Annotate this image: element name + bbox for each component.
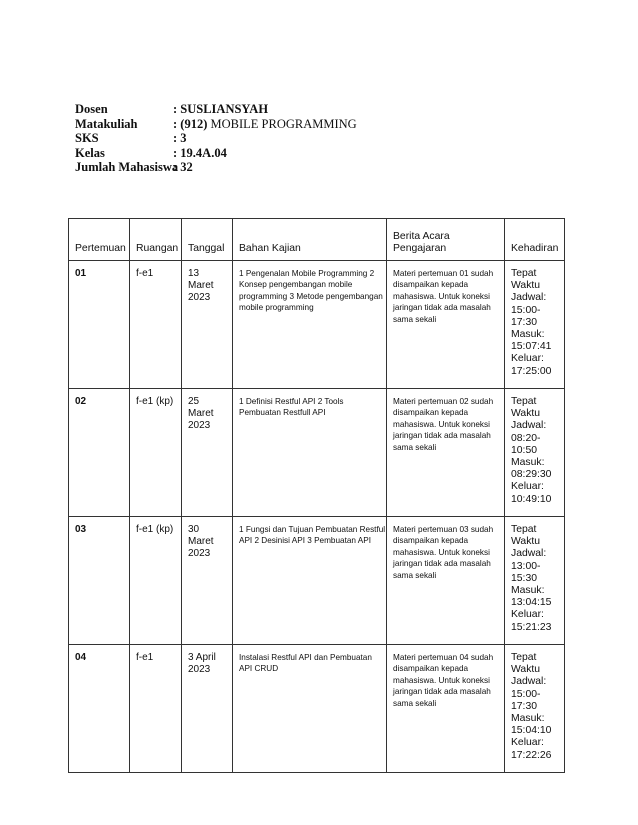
- info-value-main: : 19.4A.04: [173, 145, 227, 160]
- attendance-line: Jadwal:: [511, 420, 547, 432]
- info-value-main: : SUSLIANSYAH: [173, 102, 269, 116]
- cell-bahan-kajian: Instalasi Restful API dan Pembuatan API CRUD: [233, 645, 387, 773]
- cell-tanggal: [182, 389, 233, 517]
- info-value-main: : 3: [173, 131, 187, 146]
- info-value: [173, 102, 268, 117]
- header-pertemuan: Pertemuan: [69, 219, 130, 261]
- cell-berita-acara: Materi pertemuan 02 sudah disampaikan kepada mahasiswa. Untuk koneksi jaringan tidak ada masalah sama sekali: [387, 389, 505, 517]
- attendance-line: 10:50: [511, 444, 538, 456]
- cell-tanggal: [182, 645, 233, 773]
- attendance-line: Waktu: [511, 408, 541, 420]
- date-line: 3 April: [188, 652, 216, 663]
- header-tanggal: Tanggal: [182, 219, 233, 261]
- attendance-line: Waktu: [511, 536, 541, 548]
- attendance-line: 15:21:23: [511, 621, 552, 633]
- attendance-line: 10:49:10: [511, 493, 552, 505]
- info-label: Jumlah Mahasiswa: [75, 160, 179, 175]
- date-line: 13: [188, 268, 200, 279]
- info-row-matakuliah: [75, 117, 357, 132]
- attendance-line: Tepat: [511, 268, 537, 279]
- cell-pertemuan: 04: [69, 645, 130, 773]
- attendance-line: Jadwal:: [511, 548, 547, 560]
- cell-ruangan: f-e1: [130, 261, 182, 389]
- attendance-line: Waktu: [511, 664, 541, 676]
- attendance-line: 08:29:30: [511, 469, 552, 481]
- cell-pertemuan: 01: [69, 261, 130, 389]
- attendance-line: Keluar:: [511, 353, 544, 365]
- info-label: Dosen: [75, 102, 108, 116]
- cell-kehadiran: [505, 389, 565, 517]
- attendance-line: Masuk:: [511, 329, 545, 341]
- info-label: Matakuliah: [75, 116, 138, 131]
- cell-tanggal: [182, 261, 233, 389]
- info-value-rest: MOBILE PROGRAMMING: [207, 116, 357, 131]
- table-header-row: [69, 219, 565, 261]
- attendance-line: Masuk:: [511, 585, 545, 597]
- info-value: [173, 160, 193, 175]
- date-line: 2023: [188, 664, 211, 675]
- attendance-line: 08:20-: [511, 432, 541, 444]
- attendance-line: 17:25:00: [511, 365, 552, 377]
- attendance-line: 17:22:26: [511, 749, 552, 761]
- cell-pertemuan: 03: [69, 517, 130, 645]
- cell-berita-acara: Materi pertemuan 01 sudah disampaikan kepada mahasiswa. Untuk koneksi jaringan tidak ada masalah sama sekali: [387, 261, 505, 389]
- date-line: 2023: [188, 548, 211, 559]
- attendance-line: Waktu: [511, 280, 541, 292]
- attendance-line: 17:30: [511, 700, 538, 712]
- attendance-line: 15:00-: [511, 688, 541, 700]
- cell-bahan-kajian: 1 Pengenalan Mobile Programming 2 Konsep pengembangan mobile programming 3 Metode pengembangan mobile programming: [233, 261, 387, 389]
- date-line: 30: [188, 524, 200, 535]
- cell-kehadiran: [505, 261, 565, 389]
- cell-tanggal: [182, 517, 233, 645]
- table-row: [69, 517, 565, 645]
- info-value: [173, 131, 187, 146]
- date-line: 2023: [188, 420, 211, 431]
- attendance-line: Tepat: [511, 396, 537, 407]
- cell-berita-acara: Materi pertemuan 04 sudah disampaikan kepada mahasiswa. Untuk koneksi jaringan tidak ada masalah sama sekali: [387, 645, 505, 773]
- attendance-line: Tepat: [511, 652, 537, 663]
- header-berita-acara: Berita Acara Pengajaran: [387, 219, 505, 261]
- cell-ruangan: f-e1 (kp): [130, 389, 182, 517]
- date-line: Maret: [188, 536, 214, 547]
- cell-bahan-kajian: 1 Fungsi dan Tujuan Pembuatan Restful API 2 Desinisi API 3 Pembuatan API: [233, 517, 387, 645]
- attendance-line: Tepat: [511, 524, 537, 535]
- info-row-dosen: [75, 102, 357, 117]
- info-label: Kelas: [75, 145, 105, 160]
- info-label: SKS: [75, 131, 99, 146]
- date-line: Maret: [188, 280, 214, 291]
- table-row: [69, 389, 565, 517]
- header-kehadiran: Kehadiran: [505, 219, 565, 261]
- table-row: [69, 645, 565, 773]
- info-value-main: : (912): [173, 116, 208, 131]
- attendance-line: Masuk:: [511, 457, 545, 469]
- attendance-line: Keluar:: [511, 609, 544, 621]
- attendance-line: 15:07:41: [511, 341, 552, 353]
- info-value: [173, 117, 357, 132]
- header-bahan-kajian: Bahan Kajian: [233, 219, 387, 261]
- table-row: [69, 261, 565, 389]
- course-info: [75, 102, 357, 175]
- attendance-line: 13:04:15: [511, 597, 552, 609]
- info-row-jumlah-mahasiswa: [75, 160, 357, 175]
- cell-ruangan: f-e1: [130, 645, 182, 773]
- attendance-line: Keluar:: [511, 737, 544, 749]
- attendance-line: 15:30: [511, 572, 538, 584]
- cell-berita-acara: Materi pertemuan 03 sudah disampaikan kepada mahasiswa. Untuk koneksi jaringan tidak ada masalah sama sekali: [387, 517, 505, 645]
- cell-bahan-kajian: 1 Definisi Restful API 2 Tools Pembuatan Restfull API: [233, 389, 387, 517]
- cell-ruangan: f-e1 (kp): [130, 517, 182, 645]
- attendance-line: 17:30: [511, 316, 538, 328]
- date-line: Maret: [188, 408, 214, 419]
- date-line: 2023: [188, 292, 211, 303]
- attendance-line: 13:00-: [511, 560, 541, 572]
- info-row-sks: [75, 131, 357, 146]
- attendance-table: [68, 218, 565, 773]
- attendance-line: Keluar:: [511, 481, 544, 493]
- cell-pertemuan: 02: [69, 389, 130, 517]
- attendance-line: 15:00-: [511, 304, 541, 316]
- header-ruangan: Ruangan: [130, 219, 182, 261]
- date-line: 25: [188, 396, 200, 407]
- info-value: [173, 146, 227, 161]
- attendance-line: Masuk:: [511, 713, 545, 725]
- cell-kehadiran: [505, 517, 565, 645]
- cell-kehadiran: [505, 645, 565, 773]
- info-value-main: : 32: [173, 160, 193, 175]
- attendance-line: Jadwal:: [511, 676, 547, 688]
- attendance-line: Jadwal:: [511, 292, 547, 304]
- attendance-line: 15:04:10: [511, 725, 552, 737]
- info-row-kelas: [75, 146, 357, 161]
